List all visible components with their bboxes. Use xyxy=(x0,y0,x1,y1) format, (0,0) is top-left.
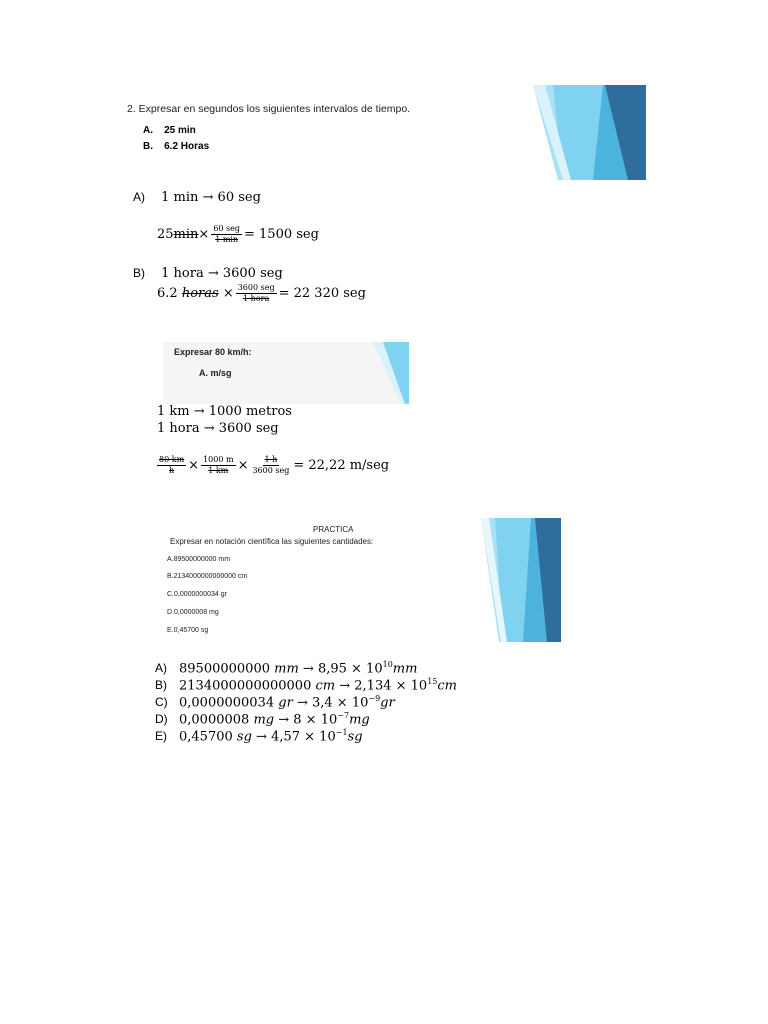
solution-b-frac-den: 1 hora xyxy=(243,294,270,303)
solution-a-lead: 25 xyxy=(157,227,174,242)
practica-item-a: A.89500000000 mm xyxy=(167,556,231,563)
answer-lhs-unit: cm xyxy=(315,678,336,694)
problem2-block xyxy=(127,103,527,152)
answer-mantissa: 8,95 × 10 xyxy=(317,661,383,677)
problem3-title: Expresar 80 km/h: xyxy=(174,347,252,357)
answer-mantissa: 8 × 10 xyxy=(293,712,338,728)
answer-lhs-unit: sg xyxy=(236,729,252,745)
answer-lhs-unit: gr xyxy=(278,695,293,711)
solution-a-frac-num: 60 seg xyxy=(213,224,240,233)
answer-mantissa: 2,134 × 10 xyxy=(354,678,428,694)
practica-slide xyxy=(163,520,493,642)
problem3-slide xyxy=(163,342,409,404)
practica-item-b: B.2134000000000000 cm xyxy=(167,573,248,580)
conversion-frac3 xyxy=(250,455,291,476)
answer-row xyxy=(155,711,457,728)
answer-label: C) xyxy=(155,695,168,710)
answers-list xyxy=(155,660,457,745)
solution-b-label: B) xyxy=(133,266,145,280)
answer-lhs-unit: mm xyxy=(274,661,299,677)
solution-b-lead: 6.2 xyxy=(157,286,178,301)
answer-mantissa: 3,4 × 10 xyxy=(311,695,369,711)
practica-item-e: E.0,45700 sg xyxy=(167,627,209,634)
problem2-title: 2. Expresar en segundos los siguientes intervalos de tiempo. xyxy=(127,103,411,115)
solution-a xyxy=(133,190,261,205)
answer-lhs: 0,45700 xyxy=(179,729,233,745)
answer-unit: cm xyxy=(437,678,457,694)
solution-a-fraction xyxy=(211,224,242,245)
slide-decoration-graphic-2 xyxy=(481,518,561,642)
answer-row xyxy=(155,694,457,711)
conversion-line1: 1 km → 1000 metros xyxy=(157,404,292,419)
answer-label: B) xyxy=(155,678,167,693)
conversion-f1-den: h xyxy=(169,466,175,475)
solution-a-line1: 1 min → 60 seg xyxy=(161,190,261,205)
solution-b-result: = 22 320 seg xyxy=(278,286,366,301)
answer-label: A) xyxy=(155,661,167,676)
conversion-frac1 xyxy=(157,455,186,476)
answer-lhs: 89500000000 xyxy=(179,661,270,677)
solution-b-line1: 1 hora → 3600 seg xyxy=(161,266,283,281)
slide-decoration-graphic xyxy=(533,85,646,180)
answer-arrow: → xyxy=(251,729,272,745)
answer-mantissa: 4,57 × 10 xyxy=(271,729,336,745)
answer-unit: gr xyxy=(380,695,395,711)
answer-row xyxy=(155,677,457,694)
solution-a-calc: 25min× $\frac{\text{60 seg}}{1 \min}$ = 1500 seg xyxy=(157,224,319,244)
practica-instruction: Expresar en notación científica las siguientes cantidades: xyxy=(170,537,374,546)
conversion-result: = 22,22 m/seg xyxy=(293,458,390,473)
solution-a-result: = 1500 seg xyxy=(244,227,319,242)
answer-unit: mg xyxy=(349,712,370,728)
solution-b-frac-num: 3600 seg xyxy=(237,283,275,292)
slide-decoration-graphic-small xyxy=(373,342,409,404)
conversion-frac2 xyxy=(201,455,236,476)
problem2-item-a: A. 25 min xyxy=(143,125,196,136)
solution-a-unit: min xyxy=(173,227,199,242)
answer-arrow: → xyxy=(298,661,318,677)
answer-label: D) xyxy=(155,712,168,727)
answer-arrow: → xyxy=(292,695,312,711)
conversion-f1-num: 80 km xyxy=(159,455,185,464)
answer-row xyxy=(155,660,457,677)
answer-unit: sg xyxy=(347,729,363,745)
solution-a-label: A) xyxy=(133,190,145,204)
conversion-line2: 1 hora → 3600 seg xyxy=(157,421,279,436)
answer-lhs: 0,0000008 xyxy=(179,712,250,728)
answer-arrow: → xyxy=(274,712,294,728)
answer-arrow: → xyxy=(335,678,355,694)
answer-exponent: −9 xyxy=(368,694,381,703)
answer-lhs: 0,0000000034 xyxy=(179,695,275,711)
answer-label: E) xyxy=(155,729,167,744)
answer-lhs-unit: mg xyxy=(253,712,275,728)
problem3-item-a: A. m/sg xyxy=(199,368,232,378)
solution-a-frac-den: 1 min xyxy=(215,235,239,244)
answer-unit: mm xyxy=(392,661,418,677)
conversion-f2-num: 1000 m xyxy=(203,455,234,464)
practica-item-d: D.0,0000008 mg xyxy=(167,609,219,616)
solution-b-calc: 6.2 horas × $\frac{\text{3600 seg}}{\text{1 hora}}$ = 22 320 seg xyxy=(157,283,366,303)
problem2-item-b: B. 6.2 Horas xyxy=(143,141,210,152)
answer-exponent: −7 xyxy=(337,711,350,720)
answer-exponent: 15 xyxy=(427,677,438,686)
conversion-f3-num: 1 h xyxy=(264,455,278,464)
answer-exponent: −1 xyxy=(335,728,348,737)
answer-lhs: 2134000000000000 xyxy=(179,678,312,694)
practica-item-c: C.0,0000000034 gr xyxy=(167,591,227,598)
solution-b-unit: horas xyxy=(181,286,219,301)
solution-b xyxy=(133,266,283,281)
solution-b-fraction xyxy=(236,283,277,304)
answer-row xyxy=(155,728,457,745)
conversion-f2-den: 1 km xyxy=(208,466,229,475)
conversion-f3-den: 3600 seg xyxy=(252,466,290,475)
conversion-calc: $\frac{80 km}{h}$ × $\frac{1000 m}{1 km}$ × $\frac{1 h}{\text{3600 seg}}$ = 22,22 m/seg xyxy=(159,455,390,475)
practica-heading: PRACTICA xyxy=(313,525,354,534)
answer-exponent: 10 xyxy=(382,660,393,669)
